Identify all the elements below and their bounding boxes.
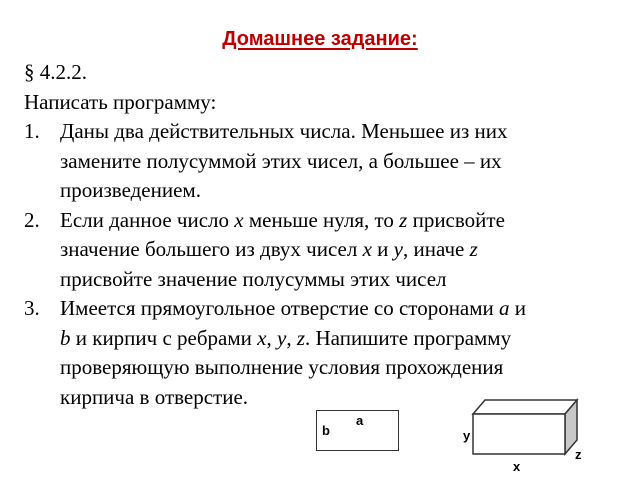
task-line: b и кирпич с ребрами x, y, z. Напишите программу xyxy=(60,325,512,350)
hole-label-a: a xyxy=(356,413,364,428)
task-number: 2. xyxy=(24,207,40,232)
brick-label-x: x xyxy=(513,459,521,474)
brick-box-figure xyxy=(470,396,582,458)
task-number: 3. xyxy=(24,296,40,320)
task-line: замените полусуммой этих чисел, а большее – их xyxy=(60,148,502,173)
task-line: проверяющую выполнение условия прохождения xyxy=(60,355,504,379)
task-line: Имеется прямоугольное отверстие со сторонами a и xyxy=(60,296,527,320)
task-item-1 xyxy=(24,117,624,206)
task-line: Если данное число x меньше нуля, то z присвойте xyxy=(60,207,505,232)
task-line: кирпича в отверстие. xyxy=(60,384,249,409)
brick-top-face xyxy=(473,400,577,414)
section-number: § 4.2.2. xyxy=(24,60,87,84)
hole-label-b: b xyxy=(322,423,330,438)
task-item-2 xyxy=(24,206,624,295)
task-number: 1. xyxy=(24,119,40,143)
intro-text: Написать программу: xyxy=(24,89,217,114)
task-item-3 xyxy=(24,294,624,412)
task-line: присвойте значение полусуммы этих чисел xyxy=(60,266,447,291)
task-line: произведением. xyxy=(60,178,201,202)
task-line: Даны два действительных числа. Меньшее из них xyxy=(60,119,508,143)
task-line: значение большего из двух чисел x и y, иначе z xyxy=(60,237,478,261)
task-list xyxy=(24,117,624,412)
brick-label-z: z xyxy=(575,447,582,462)
slide-body xyxy=(24,58,624,412)
slide-title: Домашнее задание: xyxy=(222,28,418,50)
brick-front-face xyxy=(473,414,565,454)
brick-label-y: y xyxy=(463,428,471,443)
